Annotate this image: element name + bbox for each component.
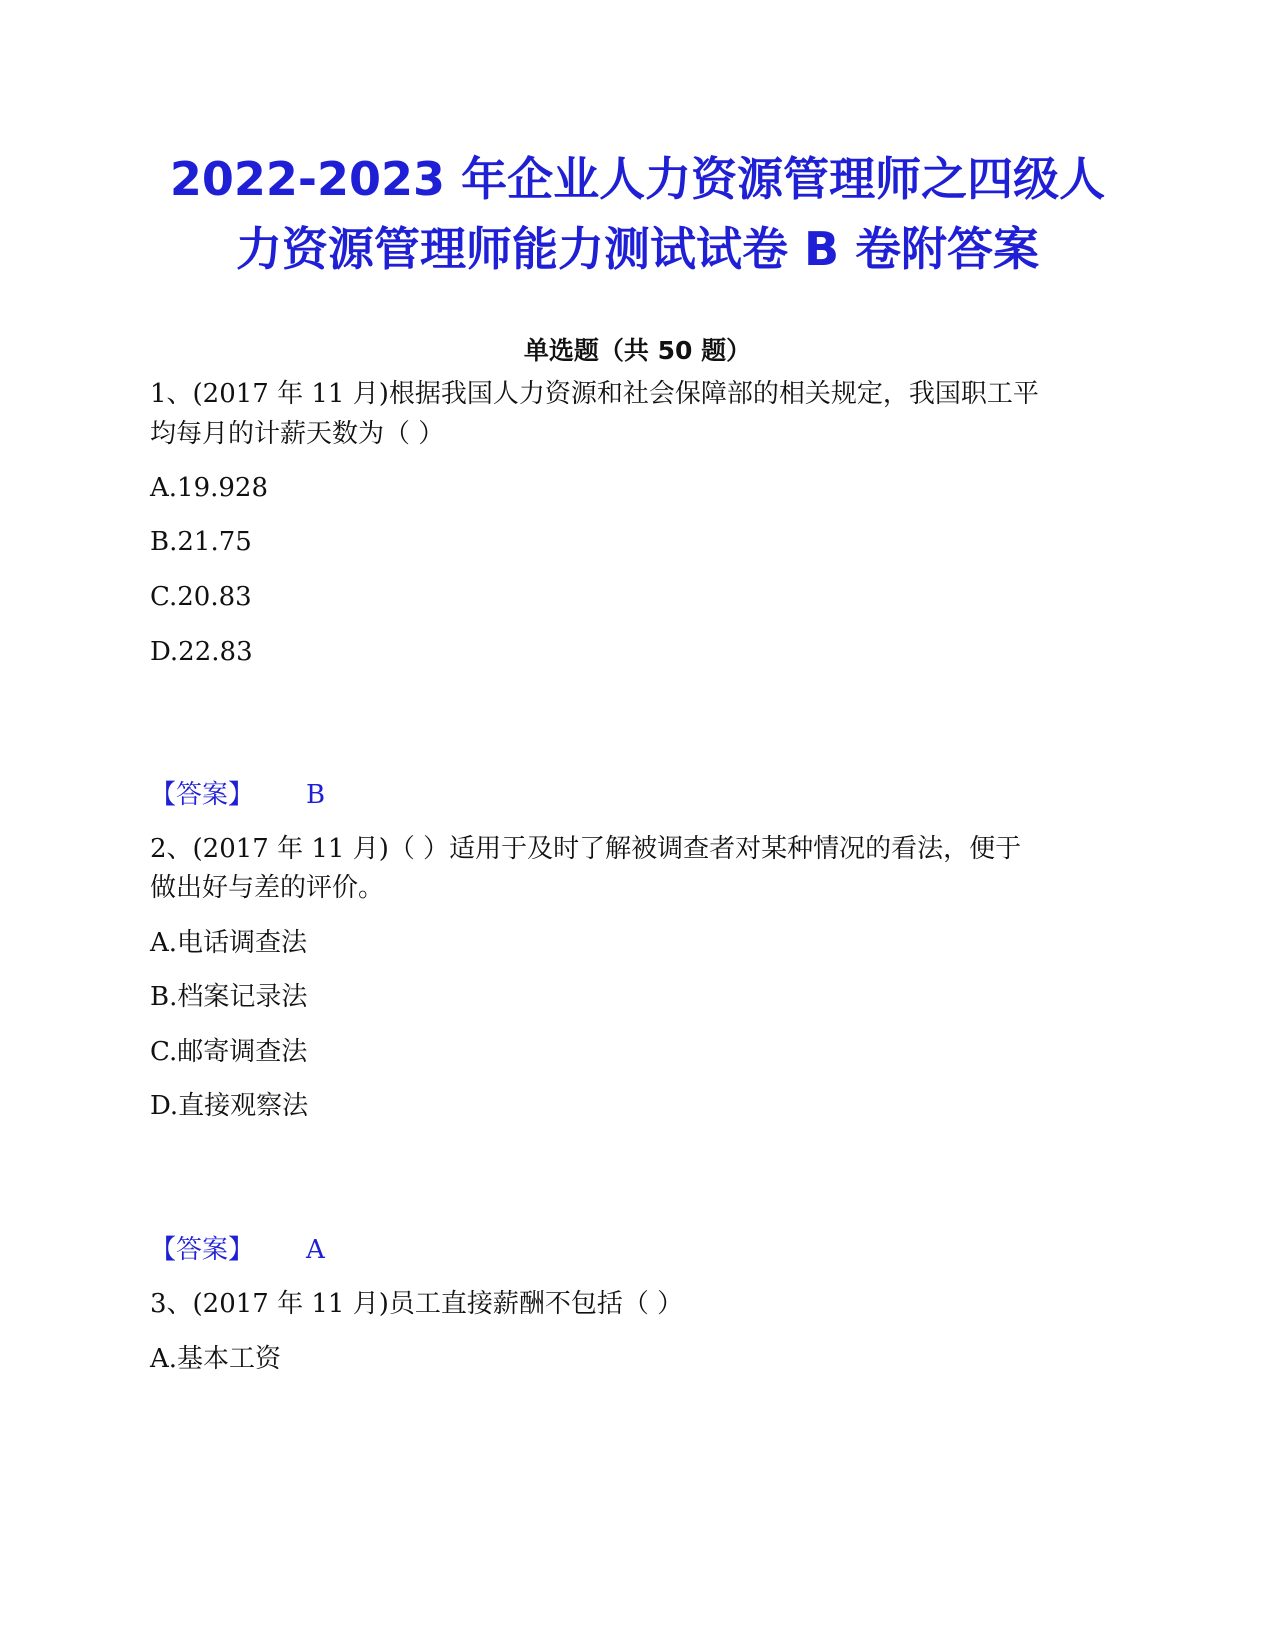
question-1-answer	[150, 777, 325, 813]
question-2-answer	[150, 1232, 325, 1268]
section-heading: 单选题（共 50 题）	[523, 336, 752, 365]
answer-value: B	[306, 780, 326, 810]
question-3-option-a: A.基本工资	[150, 1344, 282, 1374]
question-2-option-c: C.邮寄调查法	[150, 1037, 308, 1067]
question-2-stem-line-1: 2、(2017 年 11 月)（ ）适用于及时了解被调查者对某种情况的看法，便于	[150, 834, 1022, 864]
question-1-stem-line-1: 1、(2017 年 11 月)根据我国人力资源和社会保障部的相关规定，我国职工平	[150, 379, 1039, 409]
document-title-line-2: 力资源管理师能力测试试卷 B 卷附答案	[235, 222, 1040, 276]
answer-value: A	[306, 1235, 325, 1265]
answer-label: 【答案】	[150, 780, 255, 810]
question-3-stem-line-1: 3、(2017 年 11 月)员工直接薪酬不包括（ ）	[150, 1289, 684, 1319]
question-2-stem-line-2: 做出好与差的评价。	[150, 873, 385, 903]
question-2-option-d: D.直接观察法	[150, 1091, 309, 1121]
answer-label: 【答案】	[150, 1235, 255, 1265]
question-1-option-a: A.19.928	[150, 473, 269, 503]
question-1-option-b: B.21.75	[150, 527, 252, 557]
question-1-stem-line-2: 均每月的计薪天数为（ ）	[150, 419, 445, 449]
document-title-line-1: 2022-2023 年企业人力资源管理师之四级人	[169, 152, 1106, 206]
question-2-option-a: A.电话调查法	[150, 928, 308, 958]
question-1-option-c: C.20.83	[150, 582, 252, 612]
question-2-option-b: B.档案记录法	[150, 982, 308, 1012]
question-1-option-d: D.22.83	[150, 637, 253, 667]
